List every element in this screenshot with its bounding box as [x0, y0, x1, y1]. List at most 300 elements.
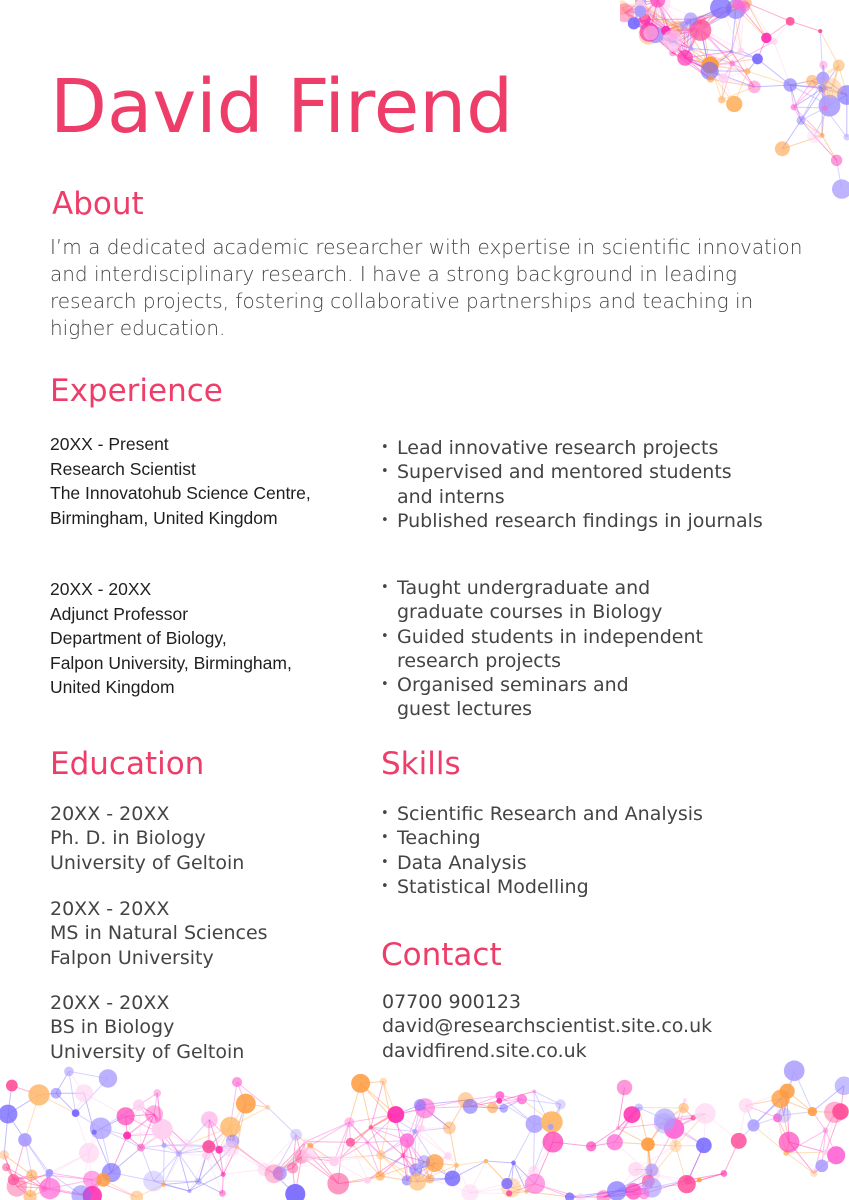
molecule-bond [757, 59, 790, 85]
molecule-bond [685, 58, 723, 78]
molecule-node [654, 1113, 674, 1133]
molecule-bond [701, 28, 732, 52]
molecule-bond [233, 1104, 246, 1142]
molecule-bond [334, 1155, 381, 1161]
molecule-bond [778, 1091, 788, 1118]
molecule-bond [644, 0, 658, 16]
molecule-bond [139, 1105, 164, 1145]
molecule-bond [673, 40, 674, 48]
molecule-bond [390, 1115, 396, 1116]
molecule-bond [415, 1105, 420, 1131]
molecule-bond [664, 1118, 693, 1124]
molecule-bond [812, 81, 832, 88]
molecule-bond [293, 1154, 308, 1168]
molecule-bond [141, 1148, 179, 1154]
molecule-bond [381, 1155, 416, 1170]
molecule-bond [448, 1156, 456, 1165]
molecule-bond [823, 65, 824, 78]
molecule-bond [179, 1153, 199, 1181]
molecule-bond [746, 1091, 787, 1105]
molecule-bond [206, 1149, 230, 1156]
molecule-bond [701, 4, 738, 30]
molecule-bond [380, 1161, 424, 1175]
molecule-bond [640, 11, 666, 30]
molecule-bond [732, 52, 758, 59]
molecule-bond [822, 1155, 836, 1166]
molecule-bond [535, 1122, 552, 1124]
molecule-bond [724, 1141, 739, 1174]
molecule-bond [403, 1156, 424, 1162]
molecule-bond [396, 1105, 420, 1115]
molecule-bond [634, 1188, 652, 1192]
molecule-bond [17, 1187, 50, 1189]
molecule-bond [774, 41, 790, 85]
molecule-node [784, 1060, 805, 1081]
molecule-bond [634, 16, 644, 23]
molecule-bond [527, 1192, 570, 1198]
molecule-bond [39, 1095, 76, 1113]
molecule-bond [674, 43, 691, 48]
molecule-bond [723, 78, 754, 87]
molecule-bond [651, 33, 656, 35]
molecule-bond [407, 1140, 417, 1182]
molecule-bond [710, 71, 735, 104]
molecule-bond [407, 1156, 448, 1180]
molecule-bond [308, 1154, 338, 1184]
molecule-bond [403, 1140, 407, 1155]
molecule-bond [622, 5, 640, 8]
molecule-bond [39, 1093, 56, 1095]
molecule-bond [457, 1165, 470, 1192]
molecule-bond [666, 31, 673, 48]
molecule-node [176, 1150, 183, 1157]
molecule-bond [219, 1141, 232, 1149]
molecule-bond [69, 1071, 76, 1113]
job-title: Research Scientist [50, 458, 196, 479]
molecule-node [412, 1129, 417, 1134]
molecule-node [525, 1174, 545, 1194]
molecule-bond [747, 3, 766, 38]
molecule-bond [293, 1142, 306, 1168]
molecule-node [718, 96, 725, 103]
molecule-bond [126, 1116, 162, 1134]
molecule-bond [660, 3, 673, 35]
molecule-bond [784, 1071, 795, 1115]
molecule-node [117, 1107, 135, 1125]
molecule-bond [189, 1156, 206, 1191]
molecule-bond [553, 1142, 591, 1146]
molecule-bond [25, 1140, 49, 1175]
molecule-bond [801, 78, 823, 120]
molecule-node [617, 1080, 633, 1096]
molecule-node [226, 1135, 240, 1149]
molecule-bond [44, 1173, 49, 1189]
molecule-bond [786, 1152, 826, 1153]
molecule-bond [161, 1134, 164, 1145]
molecule-bond [825, 106, 830, 108]
molecule-bond [701, 8, 721, 31]
molecule-bond [640, 11, 655, 35]
molecule-bond [684, 8, 721, 25]
molecule-bond [94, 1128, 100, 1132]
molecule-bond [407, 1128, 421, 1140]
molecule-bond [231, 1104, 246, 1149]
molecule-bond [206, 1120, 209, 1156]
job-location: United Kingdom [50, 677, 175, 697]
list-item: • Teaching [381, 826, 801, 850]
molecule-bond [237, 1147, 264, 1170]
molecule-bond [674, 19, 691, 43]
about-text: I’m a dedicated academic researcher with expertise in scientific innovation and interdisciplinary research. I have a strong background in leading research projects, fostering collaborative partnerships and teaching in higher education. [50, 235, 803, 340]
molecule-node [635, 0, 646, 11]
molecule-bond [734, 71, 747, 104]
molecule-bond [407, 1105, 420, 1140]
molecule-bond [189, 1181, 198, 1191]
molecule-bond [710, 65, 723, 78]
molecule-bond [141, 1114, 154, 1147]
molecule-bond [206, 1146, 209, 1156]
molecule-bond [826, 1130, 837, 1155]
molecule-bond [721, 6, 744, 7]
molecule-node [400, 1133, 414, 1147]
molecule-bond [334, 1161, 367, 1180]
candidate-name: David Firend [50, 64, 514, 150]
molecule-node [697, 24, 704, 31]
molecule-bond [639, 1108, 648, 1145]
molecule-bond [648, 1119, 665, 1144]
molecule-bond [367, 1115, 396, 1143]
molecule-bond [640, 11, 674, 43]
molecule-bond [435, 1163, 457, 1165]
molecule-bond [711, 79, 755, 87]
molecule-node [285, 1184, 305, 1200]
molecule-node [697, 16, 706, 25]
molecule-bond [452, 1165, 456, 1178]
molecule-bond [684, 25, 710, 65]
molecule-bond [189, 1174, 223, 1191]
molecule-bond [685, 58, 709, 71]
molecule-bond [407, 1140, 424, 1161]
molecule-bond [164, 1145, 179, 1153]
molecule-node [807, 129, 821, 143]
molecule-bond [164, 1185, 190, 1192]
molecule-bond [701, 30, 732, 51]
molecule-bond [691, 49, 711, 79]
molecule-bond [684, 25, 691, 48]
molecule-bond [603, 1191, 616, 1197]
molecule-node [400, 1153, 405, 1158]
molecule-bond [622, 8, 650, 33]
molecule-node [822, 105, 828, 111]
molecule-bond [640, 5, 651, 33]
molecule-node [731, 1133, 747, 1149]
molecule-bond [507, 1163, 514, 1184]
molecule-bond [264, 1154, 308, 1169]
molecule-bond [673, 53, 710, 65]
molecule-bond [674, 43, 685, 57]
molecule-bond [634, 23, 673, 47]
molecule-bond [101, 1128, 127, 1135]
molecule-bond [766, 21, 790, 38]
molecule-node [620, 0, 629, 15]
molecule-bond [645, 19, 674, 43]
molecule-bond [449, 1100, 465, 1128]
list-item: • Scientific Research and Analysis [381, 802, 801, 826]
molecule-bond [664, 1108, 684, 1123]
molecule-bond [801, 106, 830, 121]
molecule-bond [139, 1105, 141, 1147]
molecule-bond [673, 43, 674, 47]
molecule-bond [634, 23, 651, 33]
molecule-bond [634, 23, 673, 40]
molecule-node [501, 1178, 512, 1189]
molecule-node [576, 1193, 585, 1200]
molecule-bond [367, 1143, 380, 1176]
molecule-bond [8, 1095, 39, 1114]
molecule-node [816, 1160, 829, 1173]
molecule-bond [206, 1156, 223, 1175]
molecule-bond [302, 1157, 341, 1158]
molecule-bond [470, 1106, 492, 1107]
molecule-bond [76, 1093, 85, 1113]
molecule-node [548, 1124, 554, 1130]
molecule-node [220, 1117, 240, 1137]
molecule-bond [736, 6, 744, 9]
molecule-bond [371, 1127, 415, 1131]
molecule-bond [49, 1175, 50, 1188]
molecule-node [463, 1099, 478, 1114]
contact-heading: Contact [381, 937, 502, 973]
molecule-bond [403, 1156, 416, 1170]
molecule-bond [50, 1180, 92, 1189]
molecule-bond [639, 1108, 665, 1120]
molecule-bond [674, 1100, 685, 1129]
molecule-bond [381, 1140, 407, 1154]
molecule-bond [640, 11, 684, 25]
molecule-bond [535, 1184, 570, 1197]
molecule-bond [649, 32, 673, 35]
molecule-bond [822, 88, 824, 107]
molecule-bond [640, 5, 673, 35]
molecule-bond [660, 3, 684, 26]
education-dates: 20XX - 20XX [50, 992, 170, 1014]
molecule-node [726, 0, 746, 19]
molecule-bond [801, 120, 814, 136]
molecule-bond [825, 95, 847, 108]
molecule-bond [634, 23, 673, 35]
molecule-bond [649, 35, 691, 49]
molecule-bond [430, 1179, 470, 1193]
molecule-bond [209, 1120, 219, 1150]
molecule-node [679, 1103, 689, 1113]
molecule-node [690, 19, 712, 41]
molecule-bond [341, 1122, 350, 1158]
molecule-bond [812, 1086, 844, 1112]
molecule-bond [649, 31, 666, 35]
molecule-bond [645, 19, 651, 32]
molecule-bond [500, 1096, 535, 1124]
molecule-node [783, 1150, 789, 1156]
molecule-bond [618, 1087, 625, 1128]
molecule-bond [141, 1134, 161, 1148]
molecule-node [443, 1121, 456, 1134]
molecule-bond [639, 2, 673, 35]
contact-website: davidfirend.site.co.uk [382, 1039, 587, 1062]
list-item: • Taught undergraduate and graduate courses in Biology [381, 576, 711, 625]
molecule-node [235, 1145, 239, 1149]
molecule-bond [634, 0, 658, 23]
molecule-bond [338, 1180, 367, 1183]
molecule-node [501, 1178, 521, 1198]
molecule-bond [673, 25, 684, 47]
molecule-bond [424, 1161, 430, 1178]
job-1-responsibilities [381, 436, 801, 533]
molecule-node [137, 1144, 145, 1152]
molecule-node [791, 104, 797, 110]
molecule-bond [639, 2, 677, 27]
molecule-bond [92, 1180, 137, 1197]
molecule-bond [499, 1096, 500, 1101]
molecule-bond [198, 1147, 208, 1182]
about-heading: About [52, 186, 144, 222]
molecule-bond [666, 19, 691, 31]
molecule-bond [634, 2, 639, 23]
molecule-node [7, 1176, 27, 1196]
molecule-bond [691, 19, 702, 20]
molecule-node [831, 155, 842, 166]
molecule-bond [187, 1145, 209, 1146]
molecule-node [688, 46, 693, 51]
molecule-bond [223, 1169, 264, 1174]
molecule-bond [209, 1127, 231, 1147]
molecule-bond [790, 78, 823, 85]
molecule-bond [790, 85, 794, 107]
molecule-bond [685, 58, 710, 79]
molecule-bond [625, 5, 640, 13]
molecule-bond [69, 1071, 108, 1078]
molecule-bond [664, 1113, 705, 1123]
molecule-bond [699, 1173, 724, 1180]
molecule-bond [666, 31, 673, 35]
molecule-node [454, 1163, 459, 1168]
molecule-node [818, 84, 826, 92]
molecule-bond [209, 1147, 223, 1175]
molecule-bond [823, 65, 839, 78]
list-item: • Statistical Modelling [381, 875, 801, 899]
molecule-bond [551, 1104, 561, 1126]
molecule-bond [111, 1148, 141, 1173]
education-entry [50, 802, 244, 875]
molecule-bond [162, 1129, 186, 1144]
molecule-node [99, 1069, 117, 1087]
molecule-bond [826, 1112, 841, 1153]
molecule-bond [76, 1113, 89, 1153]
molecule-node [822, 78, 842, 98]
molecule-bond [655, 35, 672, 53]
molecule-bond [308, 1154, 334, 1161]
molecule-node [748, 80, 761, 93]
molecule-bond [581, 1191, 617, 1198]
molecule-node [204, 1141, 213, 1150]
molecule-node [718, 73, 728, 83]
molecule-bond [625, 2, 641, 13]
molecule-bond [645, 19, 673, 47]
molecule-bond [778, 1115, 784, 1118]
molecule-bond [308, 1154, 341, 1158]
molecule-bond [746, 1105, 778, 1117]
molecule-bond [206, 1147, 236, 1156]
molecule-node [409, 1164, 422, 1177]
molecule-bond [154, 1093, 157, 1114]
molecule-node [219, 1190, 226, 1197]
molecule-bond [644, 1188, 652, 1194]
molecule-bond [127, 1114, 154, 1135]
molecule-bond [470, 1188, 511, 1193]
molecule-bond [126, 1116, 163, 1129]
molecule-node [642, 1178, 662, 1198]
molecule-node [597, 1190, 611, 1200]
molecule-bond [673, 48, 710, 65]
molecule-bond [673, 20, 701, 47]
molecule-bond [651, 25, 684, 33]
molecule-node [79, 1143, 99, 1163]
molecule-node [730, 50, 734, 54]
molecule-bond [814, 1166, 822, 1173]
molecule-bond [685, 20, 701, 58]
molecule-bond [535, 1124, 551, 1127]
molecule-bond [677, 25, 683, 27]
molecule-node [161, 1182, 166, 1187]
molecule-bond [674, 27, 678, 43]
molecule-node [39, 1178, 60, 1199]
molecule-node [301, 1147, 315, 1161]
molecule-bond [651, 33, 673, 53]
molecule-bond [230, 1107, 267, 1127]
molecule-bond [648, 1144, 652, 1170]
molecule-node [6, 1080, 18, 1092]
molecule-bond [507, 1184, 509, 1194]
molecule-bond [674, 1118, 693, 1129]
molecule-bond [76, 1078, 108, 1113]
molecule-bond [673, 35, 691, 48]
molecule-bond [635, 1169, 650, 1174]
molecule-node [738, 48, 744, 54]
molecule-bond [684, 19, 691, 25]
molecule-bond [296, 1135, 308, 1154]
molecule-node [71, 1185, 91, 1200]
molecule-bond [4, 1155, 32, 1175]
molecule-bond [688, 1173, 724, 1180]
molecule-bond [822, 88, 829, 105]
molecule-node [402, 1175, 412, 1185]
molecule-bond [157, 1093, 161, 1134]
molecule-node [843, 134, 849, 141]
molecule-bond [625, 2, 639, 12]
molecule-node [680, 21, 688, 29]
molecule-bond [710, 51, 741, 65]
molecule-bond [209, 1146, 223, 1174]
molecule-bond [701, 8, 720, 20]
molecule-bond [381, 1116, 390, 1155]
molecule-node [102, 1163, 121, 1182]
molecule-bond [794, 107, 822, 135]
molecule-bond [649, 32, 672, 53]
molecule-bond [746, 1105, 754, 1125]
molecule-bond [649, 35, 673, 40]
molecule-node [776, 1108, 791, 1123]
molecule-bond [710, 52, 732, 71]
molecule-bond [499, 1099, 522, 1101]
